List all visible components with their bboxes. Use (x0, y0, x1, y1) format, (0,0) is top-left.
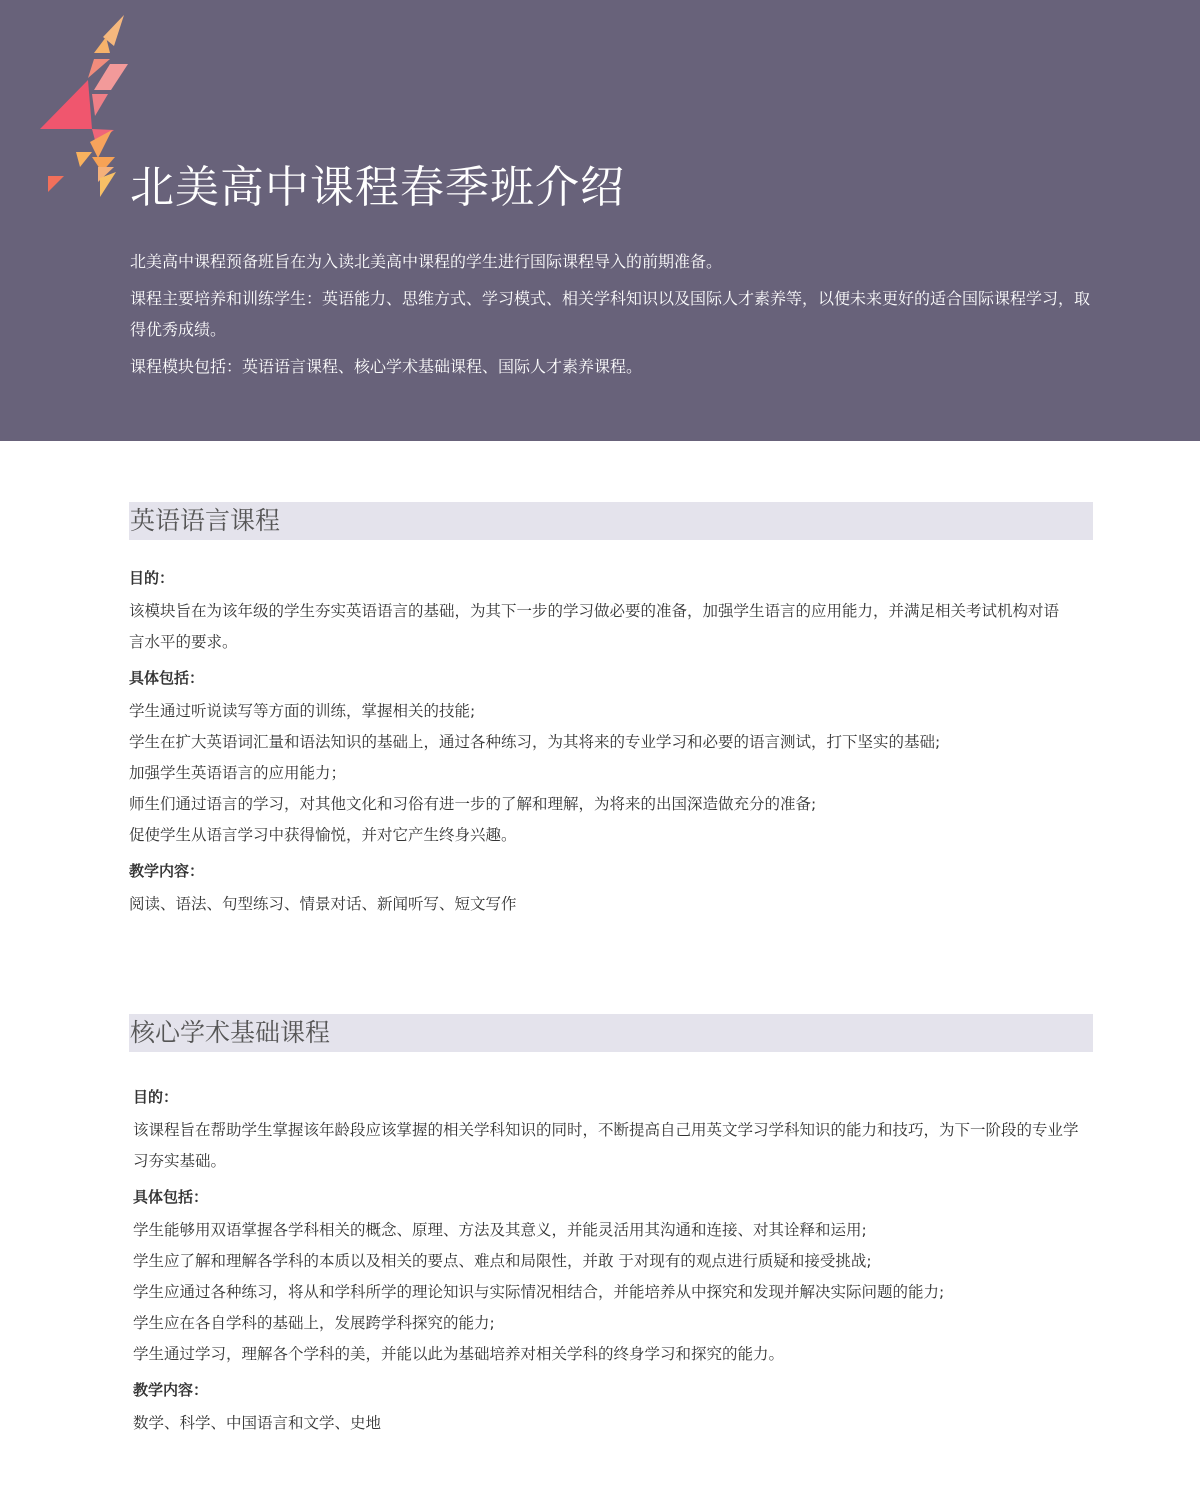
intro-paragraph: 北美高中课程预备班旨在为入读北美高中课程的学生进行国际课程导入的前期准备。 (130, 252, 723, 271)
include-item: 学生应通过各种练习，将从和学科所学的理论知识与实际情况相结合，并能培养从中探究和发现并解决实际问题的能力; (133, 1283, 945, 1301)
section-body (129, 540, 1093, 920)
include-item: 学生应了解和理解各学科的本质以及相关的要点、难点和局限性，并敢 于对现有的观点进行质疑和接受挑战; (133, 1252, 872, 1270)
section-english-language (129, 502, 1093, 930)
include-item: 学生通过听说读写等方面的训练，掌握相关的技能; (129, 702, 476, 720)
include-item: 学生在扩大英语词汇量和语法知识的基础上，通过各种练习，为其将来的专业学习和必要的语言测试，打下坚实的基础; (129, 733, 941, 751)
intro-paragraph: 课程模块包括：英语语言课程、核心学术基础课程、国际人才素养课程。 (130, 357, 643, 376)
include-item: 学生能够用双语掌握各学科相关的概念、原理、方法及其意义，并能灵活用其沟通和连接、对其诠释和运用; (133, 1221, 867, 1239)
section-title: 英语语言课程 (129, 502, 1093, 540)
include-item: 促使学生从语言学习中获得愉悦，并对它产生终身兴趣。 (129, 826, 517, 844)
section-core-academic (129, 1014, 1093, 1449)
include-item: 师生们通过语言的学习，对其他文化和习俗有进一步的了解和理解，为将来的出国深造做充分的准备; (129, 795, 817, 813)
include-item: 学生通过学习，理解各个学科的美，并能以此为基础培养对相关学科的终身学习和探究的能力。 (133, 1345, 785, 1363)
include-item: 加强学生英语语言的应用能力； (129, 764, 347, 782)
purpose-label: 目的： (129, 569, 175, 587)
hero-banner (0, 0, 1200, 441)
purpose-text: 该模块旨在为该年级的学生夯实英语语言的基础，为其下一步的学习做必要的准备，加强学生语言的应用能力，并满足相关考试机构对语言水平的要求。 (129, 602, 1060, 651)
content-label: 教学内容： (129, 862, 205, 880)
include-item: 学生应在各自学科的基础上，发展跨学科探究的能力; (133, 1314, 495, 1332)
section-body (129, 1052, 1093, 1439)
intro-paragraphs (130, 246, 1105, 388)
page-title: 北美高中课程春季班介绍 (130, 162, 625, 213)
intro-paragraph: 课程主要培养和训练学生：英语能力、思维方式、学习模式、相关学科知识以及国际人才素养等，以便未来更好的适合国际课程学习，取得优秀成绩。 (130, 289, 1091, 339)
purpose-text: 该课程旨在帮助学生掌握该年龄段应该掌握的相关学科知识的同时，不断提高自己用英文学习学科知识的能力和技巧，为下一阶段的专业学习夯实基础。 (133, 1121, 1079, 1170)
content-text: 数学、科学、中国语言和文学、史地 (133, 1414, 382, 1432)
geometric-logo-icon (36, 12, 136, 197)
content-label: 教学内容： (133, 1381, 209, 1399)
content-text: 阅读、语法、句型练习、情景对话、新闻听写、短文写作 (129, 895, 517, 913)
section-title: 核心学术基础课程 (129, 1014, 1093, 1052)
purpose-label: 目的： (133, 1088, 179, 1106)
includes-label: 具体包括： (129, 669, 205, 687)
includes-label: 具体包括： (133, 1188, 209, 1206)
